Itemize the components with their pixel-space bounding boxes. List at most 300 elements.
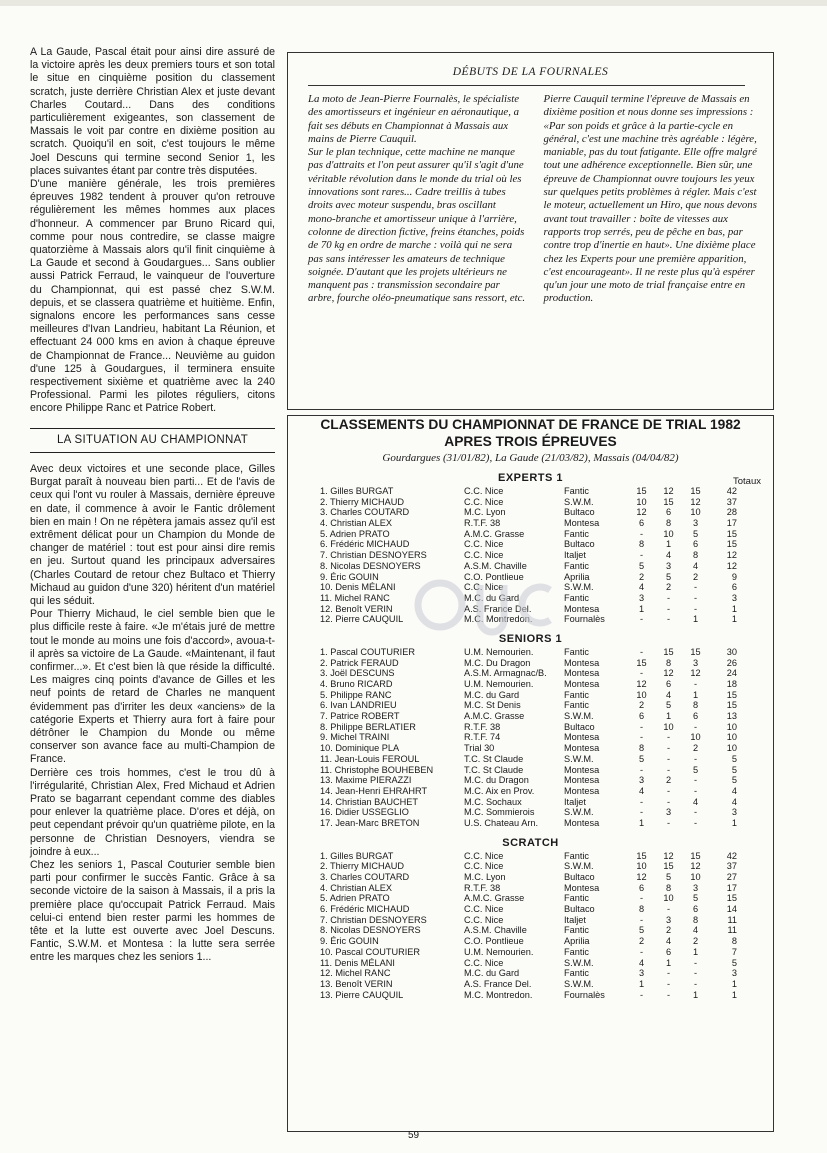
score-gourdargues: 8 bbox=[638, 539, 645, 550]
rider-name: 12. Benoît VERIN bbox=[320, 603, 393, 614]
score-gourdargues: 15 bbox=[636, 850, 647, 861]
club: C.C. Nice bbox=[464, 957, 504, 968]
score-la-gaude: 5 bbox=[665, 700, 672, 711]
score-la-gaude: 3 bbox=[665, 914, 672, 925]
table-row bbox=[288, 668, 773, 679]
table-row bbox=[288, 486, 773, 497]
table-row bbox=[288, 936, 773, 947]
score-la-gaude: 12 bbox=[663, 486, 674, 496]
total: 30 bbox=[726, 646, 737, 657]
score-gourdargues: - bbox=[639, 989, 644, 1000]
club: U.M. Nemourien. bbox=[464, 946, 534, 957]
score-massais: - bbox=[693, 785, 698, 796]
score-gourdargues: 6 bbox=[638, 882, 645, 893]
table-row bbox=[288, 507, 773, 518]
club: C.C. Nice bbox=[464, 496, 504, 507]
club: C.C. Nice bbox=[464, 539, 504, 550]
score-massais: 2 bbox=[692, 571, 699, 582]
total: 6 bbox=[731, 582, 737, 593]
score-gourdargues: 10 bbox=[636, 861, 647, 872]
club: A.M.C. Grasse bbox=[464, 893, 525, 904]
score-massais: 15 bbox=[690, 646, 701, 657]
score-gourdargues: - bbox=[639, 764, 644, 775]
score-massais: 1 bbox=[692, 946, 699, 957]
total: 15 bbox=[726, 689, 737, 700]
table-row bbox=[288, 990, 773, 1001]
motorcycle: S.W.M. bbox=[564, 978, 594, 989]
motorcycle: S.W.M. bbox=[564, 753, 594, 764]
motorcycle: Fantic bbox=[564, 850, 590, 861]
score-massais: 3 bbox=[692, 518, 699, 529]
total: 3 bbox=[731, 968, 737, 979]
club: M.C. du Gard bbox=[464, 592, 520, 603]
sidebar-column-1 bbox=[308, 93, 526, 306]
total: 7 bbox=[731, 946, 737, 957]
table-row bbox=[288, 754, 773, 765]
score-massais: 4 bbox=[692, 560, 699, 571]
rider-name: 5. Adrien PRATO bbox=[320, 893, 390, 904]
score-massais: 4 bbox=[692, 796, 699, 807]
motorcycle: S.W.M. bbox=[564, 496, 594, 507]
total: 18 bbox=[726, 679, 737, 689]
club: A.M.C. Grasse bbox=[464, 528, 525, 539]
motorcycle: S.W.M. bbox=[564, 582, 594, 593]
score-gourdargues: - bbox=[639, 946, 644, 957]
motorcycle: Bultaco bbox=[564, 872, 595, 882]
club: U.S. Chateau Arn. bbox=[464, 817, 539, 828]
score-la-gaude: 1 bbox=[665, 539, 672, 550]
total: 3 bbox=[731, 807, 737, 818]
rider-name: 9. Éric GOUIN bbox=[320, 571, 379, 582]
table-row bbox=[288, 518, 773, 529]
table-row bbox=[288, 690, 773, 701]
score-massais: - bbox=[693, 582, 698, 593]
score-massais: 15 bbox=[690, 850, 701, 861]
standings-sections bbox=[288, 470, 773, 1000]
rider-name: 3. Charles COUTARD bbox=[320, 507, 410, 518]
motorcycle: Fantic bbox=[564, 592, 590, 603]
score-massais: 3 bbox=[692, 882, 699, 893]
score-gourdargues: 12 bbox=[636, 872, 647, 882]
table-row bbox=[288, 743, 773, 754]
score-massais: 5 bbox=[692, 528, 699, 539]
rider-name: 2. Thierry MICHAUD bbox=[320, 861, 405, 872]
score-la-gaude: 4 bbox=[665, 936, 672, 947]
score-gourdargues: 3 bbox=[638, 592, 645, 603]
article-paragraph: Derrière ces trois hommes, c'est le trou dû à l'irrégularité, Christian Alex, Fred Michaud et Adrien Prato se bagarrant cependant comme des diables pour enlever la quatrième place. D'ores et déjà, on peut cependant prévoir qu'un quatrième pilote, en la personne de Christian Desnoyers, viendra se joindre à eux... bbox=[30, 766, 275, 858]
club: M.C. Sommierois bbox=[464, 807, 535, 818]
table-row bbox=[288, 700, 773, 711]
club: C.C. Nice bbox=[464, 486, 504, 496]
score-la-gaude: - bbox=[666, 989, 671, 1000]
table-row bbox=[288, 947, 773, 958]
score-la-gaude: - bbox=[666, 753, 671, 764]
score-gourdargues: 4 bbox=[638, 582, 645, 593]
total: 5 bbox=[731, 753, 737, 764]
total: 17 bbox=[726, 518, 737, 529]
score-gourdargues: 5 bbox=[638, 753, 645, 764]
rider-name: 11. Jean-Louis FEROUL bbox=[320, 753, 420, 764]
club: M.C. Lyon bbox=[464, 872, 506, 882]
total: 5 bbox=[731, 764, 737, 775]
score-massais: - bbox=[693, 957, 698, 968]
total: 42 bbox=[726, 486, 737, 496]
table-row bbox=[288, 861, 773, 872]
score-gourdargues: 8 bbox=[638, 904, 645, 915]
rider-name: 13. Pierre CAUQUIL bbox=[320, 989, 404, 1000]
score-massais: 12 bbox=[690, 496, 701, 507]
club: M.C. du Gard bbox=[464, 968, 520, 979]
score-la-gaude: 15 bbox=[663, 861, 674, 872]
table-row bbox=[288, 679, 773, 690]
score-gourdargues: 1 bbox=[638, 817, 645, 828]
score-la-gaude: 8 bbox=[665, 518, 672, 529]
section-title: SENIORS 1 bbox=[498, 632, 563, 645]
club: T.C. St Claude bbox=[464, 764, 524, 775]
score-massais: 1 bbox=[692, 989, 699, 1000]
rider-name: 13. Maxime PIERAZZI bbox=[320, 775, 412, 786]
score-gourdargues: - bbox=[639, 646, 644, 657]
score-la-gaude: 3 bbox=[665, 807, 672, 818]
sidebar-paragraph: La moto de Jean-Pierre Fournalès, le spécialiste des amortisseurs et ingénieur en aéronautique, a fait ses débuts en Championnat à Massais aux mains de Pierre Cauquil. bbox=[308, 93, 520, 145]
rider-name: 3. Charles COUTARD bbox=[320, 872, 410, 882]
score-massais: - bbox=[693, 807, 698, 818]
score-massais: 2 bbox=[692, 743, 699, 754]
standings-box bbox=[287, 415, 774, 1132]
club: R.T.F. 38 bbox=[464, 518, 501, 529]
score-la-gaude: 4 bbox=[665, 550, 672, 561]
motorcycle: Montesa bbox=[564, 668, 600, 679]
total: 13 bbox=[726, 711, 737, 722]
rider-name: 8. Philippe BERLATIER bbox=[320, 721, 416, 732]
score-massais: 8 bbox=[692, 700, 699, 711]
rider-name: 1. Pascal COUTURIER bbox=[320, 646, 415, 657]
table-row bbox=[288, 550, 773, 561]
score-la-gaude: - bbox=[666, 796, 671, 807]
rider-name: 7. Christian DESNOYERS bbox=[320, 550, 427, 561]
article-paragraph: Avec deux victoires et une seconde place, Gilles Burgat paraît à nouveau bien parti... Et de l'avis de ceux qui l'ont vu rouler à Massais, dernière épreuve en date, il commence à avoir le Fantic drôlement bien en main ! On ne répètera jamais assez qu'il est extrêment délicat pour un Champion du Monde de changer de matériel : tout est pour ainsi dire remis en jeu. Surtout quand les principaux adversaires (Charles Coutard de retour chez Bultaco et Thierry Michaud au guidon d'une 320) héritent d'un matériel qui les séduit. bbox=[30, 462, 275, 607]
score-massais: - bbox=[693, 775, 698, 786]
table-row bbox=[288, 765, 773, 776]
rider-name: 11. Denis MÉLANI bbox=[320, 957, 395, 968]
table-row bbox=[288, 786, 773, 797]
motorcycle: Montesa bbox=[564, 679, 600, 689]
score-gourdargues: - bbox=[639, 893, 644, 904]
club: C.C. Nice bbox=[464, 550, 504, 561]
score-gourdargues: - bbox=[639, 614, 644, 625]
rider-name: 5. Philippe RANC bbox=[320, 689, 392, 700]
table-row bbox=[288, 711, 773, 722]
motorcycle: Fantic bbox=[564, 646, 590, 657]
club: M.C. Montredon. bbox=[464, 614, 533, 625]
score-gourdargues: - bbox=[639, 914, 644, 925]
rider-name: 9. Éric GOUIN bbox=[320, 936, 379, 947]
score-la-gaude: 3 bbox=[665, 560, 672, 571]
motorcycle: Fantic bbox=[564, 700, 590, 711]
table-row bbox=[288, 807, 773, 818]
total: 11 bbox=[727, 925, 737, 936]
club: U.M. Nemourien. bbox=[464, 646, 534, 657]
club: C.C. Nice bbox=[464, 904, 504, 915]
score-la-gaude: 10 bbox=[663, 721, 674, 732]
rider-name: 16. Didier USSEGLIO bbox=[320, 807, 409, 818]
motorcycle: Fantic bbox=[564, 486, 590, 496]
total: 37 bbox=[726, 861, 737, 872]
club: R.T.F. 74 bbox=[464, 732, 501, 743]
total: 14 bbox=[726, 904, 737, 915]
score-massais: 5 bbox=[692, 764, 699, 775]
score-la-gaude: - bbox=[666, 785, 671, 796]
score-gourdargues: 3 bbox=[638, 968, 645, 979]
score-la-gaude: 6 bbox=[665, 679, 672, 689]
total: 15 bbox=[726, 539, 737, 550]
club: A.S.M. Armagnac/B. bbox=[464, 668, 547, 679]
rider-name: 12. Pierre CAUQUIL bbox=[320, 614, 404, 625]
total: 27 bbox=[726, 872, 737, 882]
score-gourdargues: - bbox=[639, 668, 644, 679]
rider-name: 6. Frédéric MICHAUD bbox=[320, 539, 410, 550]
table-row bbox=[288, 797, 773, 808]
situation-heading: LA SITUATION AU CHAMPIONNAT bbox=[30, 428, 275, 453]
total: 8 bbox=[731, 936, 737, 947]
score-la-gaude: 15 bbox=[663, 496, 674, 507]
table-row bbox=[288, 883, 773, 894]
total: 15 bbox=[726, 893, 737, 904]
motorcycle: Fantic bbox=[564, 946, 590, 957]
score-la-gaude: 5 bbox=[665, 571, 672, 582]
motorcycle: Aprilia bbox=[564, 936, 590, 947]
score-massais: - bbox=[693, 603, 698, 614]
rider-name: 10. Denis MÉLANI bbox=[320, 582, 396, 593]
motorcycle: Montesa bbox=[564, 785, 600, 796]
club: Trial 30 bbox=[464, 743, 495, 754]
rider-name: 7. Christian DESNOYERS bbox=[320, 914, 427, 925]
motorcycle: Fantic bbox=[564, 968, 590, 979]
rider-name: 3. Joël DESCUNS bbox=[320, 668, 395, 679]
motorcycle: S.W.M. bbox=[564, 807, 594, 818]
table-row bbox=[288, 872, 773, 883]
score-la-gaude: 10 bbox=[663, 893, 674, 904]
rider-name: 11. Christophe BOUHEBEN bbox=[320, 764, 434, 775]
score-la-gaude: - bbox=[666, 592, 671, 603]
club: R.T.F. 38 bbox=[464, 721, 501, 732]
total: 4 bbox=[731, 796, 737, 807]
rider-name: 6. Ivan LANDRIEU bbox=[320, 700, 397, 711]
motorcycle: Bultaco bbox=[564, 539, 595, 550]
watermark-stamp bbox=[410, 570, 560, 640]
motorcycle: Fournalès bbox=[564, 989, 605, 1000]
score-la-gaude: - bbox=[666, 732, 671, 743]
score-massais: 5 bbox=[692, 893, 699, 904]
score-massais: 10 bbox=[690, 732, 701, 743]
club: M.C. Du Dragon bbox=[464, 657, 531, 668]
rider-name: 2. Thierry MICHAUD bbox=[320, 496, 405, 507]
motorcycle: Bultaco bbox=[564, 721, 595, 732]
score-la-gaude: 1 bbox=[665, 711, 672, 722]
club: M.C. Montredon. bbox=[464, 989, 533, 1000]
score-massais: 1 bbox=[692, 689, 699, 700]
total: 10 bbox=[726, 743, 737, 754]
section-heading bbox=[288, 835, 773, 851]
score-massais: 10 bbox=[690, 507, 701, 518]
score-la-gaude: 5 bbox=[665, 872, 672, 882]
score-gourdargues: 1 bbox=[638, 603, 645, 614]
score-la-gaude: - bbox=[666, 603, 671, 614]
score-la-gaude: - bbox=[666, 968, 671, 979]
left-article-body bbox=[30, 46, 275, 416]
score-gourdargues: 6 bbox=[638, 711, 645, 722]
total: 12 bbox=[726, 560, 737, 571]
rider-name: 5. Adrien PRATO bbox=[320, 528, 390, 539]
score-gourdargues: 3 bbox=[638, 775, 645, 786]
total: 10 bbox=[726, 732, 737, 743]
total: 28 bbox=[726, 507, 737, 518]
total: 24 bbox=[726, 668, 737, 679]
table-row bbox=[288, 818, 773, 829]
table-row bbox=[288, 925, 773, 936]
table-row bbox=[288, 658, 773, 669]
motorcycle: Montesa bbox=[564, 775, 600, 786]
score-gourdargues: - bbox=[639, 550, 644, 561]
total: 5 bbox=[731, 775, 737, 786]
score-gourdargues: 2 bbox=[638, 936, 645, 947]
table-row bbox=[288, 732, 773, 743]
score-gourdargues: 2 bbox=[638, 700, 645, 711]
table-row bbox=[288, 979, 773, 990]
article-paragraph: Chez les seniors 1, Pascal Couturier semble bien parti pour confirmer le succès Fantic. Grâce à sa seconde victoire de la saison à Massais, il a pris la première place qu'occupait Patrick Ferraud. Mais celui-ci entend bien rester parmi les hommes de tête et la lutte est ouverte avec Joel Descuns. Fantic, S.W.M. et Montesa : la lutte sera serrée entre les marques chez les seniors 1... bbox=[30, 858, 275, 964]
table-row bbox=[288, 539, 773, 550]
total: 15 bbox=[726, 700, 737, 711]
total: 1 bbox=[731, 817, 737, 828]
motorcycle: Fantic bbox=[564, 893, 590, 904]
table-row bbox=[288, 958, 773, 969]
total: 1 bbox=[731, 603, 737, 614]
motorcycle: Italjet bbox=[564, 550, 586, 561]
motorcycle: Montesa bbox=[564, 817, 600, 828]
score-massais: 3 bbox=[692, 657, 699, 668]
score-massais: 4 bbox=[692, 925, 699, 936]
score-gourdargues: - bbox=[639, 528, 644, 539]
score-massais: 15 bbox=[690, 486, 701, 496]
total: 42 bbox=[726, 850, 737, 861]
motorcycle: Montesa bbox=[564, 518, 600, 529]
score-la-gaude: 12 bbox=[663, 850, 674, 861]
score-gourdargues: 2 bbox=[638, 571, 645, 582]
rider-name: 4. Bruno RICARD bbox=[320, 679, 393, 689]
rider-name: 1. Gilles BURGAT bbox=[320, 486, 394, 496]
score-gourdargues: 8 bbox=[638, 743, 645, 754]
score-gourdargues: 4 bbox=[638, 957, 645, 968]
score-la-gaude: - bbox=[666, 614, 671, 625]
situation-body bbox=[30, 463, 275, 965]
motorcycle: S.W.M. bbox=[564, 957, 594, 968]
club: C.C. Nice bbox=[464, 850, 504, 861]
left-article-column bbox=[30, 46, 275, 965]
score-massais: 6 bbox=[692, 711, 699, 722]
score-gourdargues: - bbox=[639, 807, 644, 818]
score-gourdargues: - bbox=[639, 721, 644, 732]
total: 11 bbox=[727, 914, 737, 925]
table-row bbox=[288, 529, 773, 540]
rider-name: 7. Patrice ROBERT bbox=[320, 711, 400, 722]
score-la-gaude: - bbox=[666, 743, 671, 754]
club: C.O. Pontlieue bbox=[464, 936, 524, 947]
page-number: 59 bbox=[407, 1130, 420, 1141]
score-gourdargues: 1 bbox=[638, 978, 645, 989]
rider-name: 11. Michel RANC bbox=[320, 592, 390, 603]
score-la-gaude: 10 bbox=[663, 528, 674, 539]
club: A.S. France Del. bbox=[464, 603, 532, 614]
total: 3 bbox=[731, 592, 737, 603]
score-massais: 12 bbox=[690, 668, 701, 679]
sidebar-title-rule bbox=[308, 85, 745, 86]
score-la-gaude: - bbox=[666, 978, 671, 989]
rider-name: 14. Christian BAUCHET bbox=[320, 796, 419, 807]
motorcycle: Fournalès bbox=[564, 614, 605, 625]
score-massais: 6 bbox=[692, 904, 699, 915]
table-row bbox=[288, 968, 773, 979]
score-la-gaude: 2 bbox=[665, 582, 672, 593]
rider-name: 10. Dominique PLA bbox=[320, 743, 400, 754]
club: A.S. France Del. bbox=[464, 978, 532, 989]
totals-label: Totaux bbox=[733, 476, 761, 487]
motorcycle: Fantic bbox=[564, 689, 590, 700]
section-heading bbox=[288, 470, 773, 486]
score-gourdargues: 5 bbox=[638, 560, 645, 571]
club: M.C. du Dragon bbox=[464, 775, 529, 786]
motorcycle: Aprilia bbox=[564, 571, 590, 582]
total: 4 bbox=[731, 785, 737, 796]
motorcycle: Bultaco bbox=[564, 507, 595, 518]
rider-name: 12. Michel RANC bbox=[320, 968, 391, 979]
club: A.S.M. Chaville bbox=[464, 560, 527, 571]
motorcycle: Montesa bbox=[564, 657, 600, 668]
motorcycle: Montesa bbox=[564, 743, 600, 754]
rider-name: 6. Frédéric MICHAUD bbox=[320, 904, 410, 915]
section-title: EXPERTS 1 bbox=[497, 472, 564, 484]
score-la-gaude: 8 bbox=[665, 657, 672, 668]
score-gourdargues: 4 bbox=[638, 785, 645, 796]
rider-name: 2. Patrick FERAUD bbox=[320, 657, 399, 668]
club: A.M.C. Grasse bbox=[464, 711, 525, 722]
table-row bbox=[288, 722, 773, 733]
club: T.C. St Claude bbox=[464, 753, 524, 764]
sidebar-paragraph: Sur le plan technique, cette machine ne manque pas d'attraits et l'on peut assurer qu'il s'agit d'une véritable révolution dans le monde du trial où les innovations sont rares... Cadre treillis à tubes droits avec moteur suspendu, bras oscillant mono-branche et amortisseur unique à l'arrière, colonne de direction fictive, freins étanches, poids de 70 kg en ordre de marche : voilà qui ne sera pas sans intéresser les amateurs de technique soignée. D'autant que les projets ultérieurs ne manquent pas : transmission secondaire par arbre, fourche oléo-pneumatique sans ressort, etc. bbox=[308, 146, 526, 305]
club: U.M. Nemourien. bbox=[464, 679, 534, 689]
article-paragraph: D'une manière générale, les trois premières épreuves 1982 tendent à prouver qu'on retrouve régulièrement les mêmes hommes aux places d'honneur. A commencer par Bruno Ricard qui, comme pour nous contredire, se classe maigre quatorzième à Massais alors qu'il finit cinquième à La Gaude et second à Goudargues... Sans oublier aussi Patrick Ferraud, le vainqueur de l'ouverture du Championnat, qui est passé chez S.W.M. depuis, et se classera quatrième et huitième. Enfin, signalons encore les performances sans cesse meilleures d'Ivan Landrieu, habitant La Réunion, et effectuant 24 000 kms en avion à chaque épreuve de Championnat de France... Neuvième au guidon d'une 125 à Goudargues, il terminera ensuite respectivement sixième et quatrième avec la 240 Professional. Parmi les pilotes réguliers, citons encore Philippe Ranc et Patrice Robert. bbox=[30, 178, 275, 415]
rider-name: 8. Nicolas DESNOYERS bbox=[320, 925, 421, 936]
score-massais: 10 bbox=[690, 872, 701, 882]
score-massais: 1 bbox=[692, 614, 699, 625]
club: C.C. Nice bbox=[464, 861, 504, 872]
rider-name: 8. Nicolas DESNOYERS bbox=[320, 560, 421, 571]
total: 17 bbox=[726, 882, 737, 893]
sidebar-paragraph: Pierre Cauquil termine l'épreuve de Massais en dixième position et nous donne ses impressions : «Par son poids et grâce à la partie-cycle en général, c'est une machine très agréable : légère, maniable, pas du tout fatigante. Elle offre malgré tout une adhérence exceptionnelle. Bien sûr, une épreuve de Championnat ouvre toujours les yeux sur quelques petits problèmes à régler. Mais c'est le moteur, actuellement un Hiro, que nous devons avant tout travailler : boîte de vitesses aux rapports trop serrés, peu de pêche en bas, par contre trop d'inertie en haut». Une dixième place chez les Experts pour une première apparition, c'est encourageant». Il ne reste plus qu'à espérer qu'un jour une moto de trial française entre en production. bbox=[543, 93, 757, 305]
standings-title-line1: CLASSEMENTS DU CHAMPIONNAT DE FRANCE DE TRIAL 1982 bbox=[320, 417, 741, 432]
standings-subtitle: Gourdargues (31/01/82), La Gaude (21/03/82), Massais (04/04/82) bbox=[382, 452, 679, 464]
score-massais: - bbox=[693, 592, 698, 603]
score-massais: - bbox=[693, 978, 698, 989]
rider-name: 4. Christian ALEX bbox=[320, 882, 393, 893]
score-la-gaude: - bbox=[666, 817, 671, 828]
score-gourdargues: 10 bbox=[636, 496, 647, 507]
score-la-gaude: - bbox=[666, 764, 671, 775]
total: 1 bbox=[731, 614, 737, 625]
score-gourdargues: 12 bbox=[636, 507, 647, 518]
club: A.S.M. Chaville bbox=[464, 925, 527, 936]
standings-title-line2: APRES TROIS ÉPREUVES bbox=[444, 434, 617, 449]
fournales-sidebar-box bbox=[287, 52, 774, 410]
